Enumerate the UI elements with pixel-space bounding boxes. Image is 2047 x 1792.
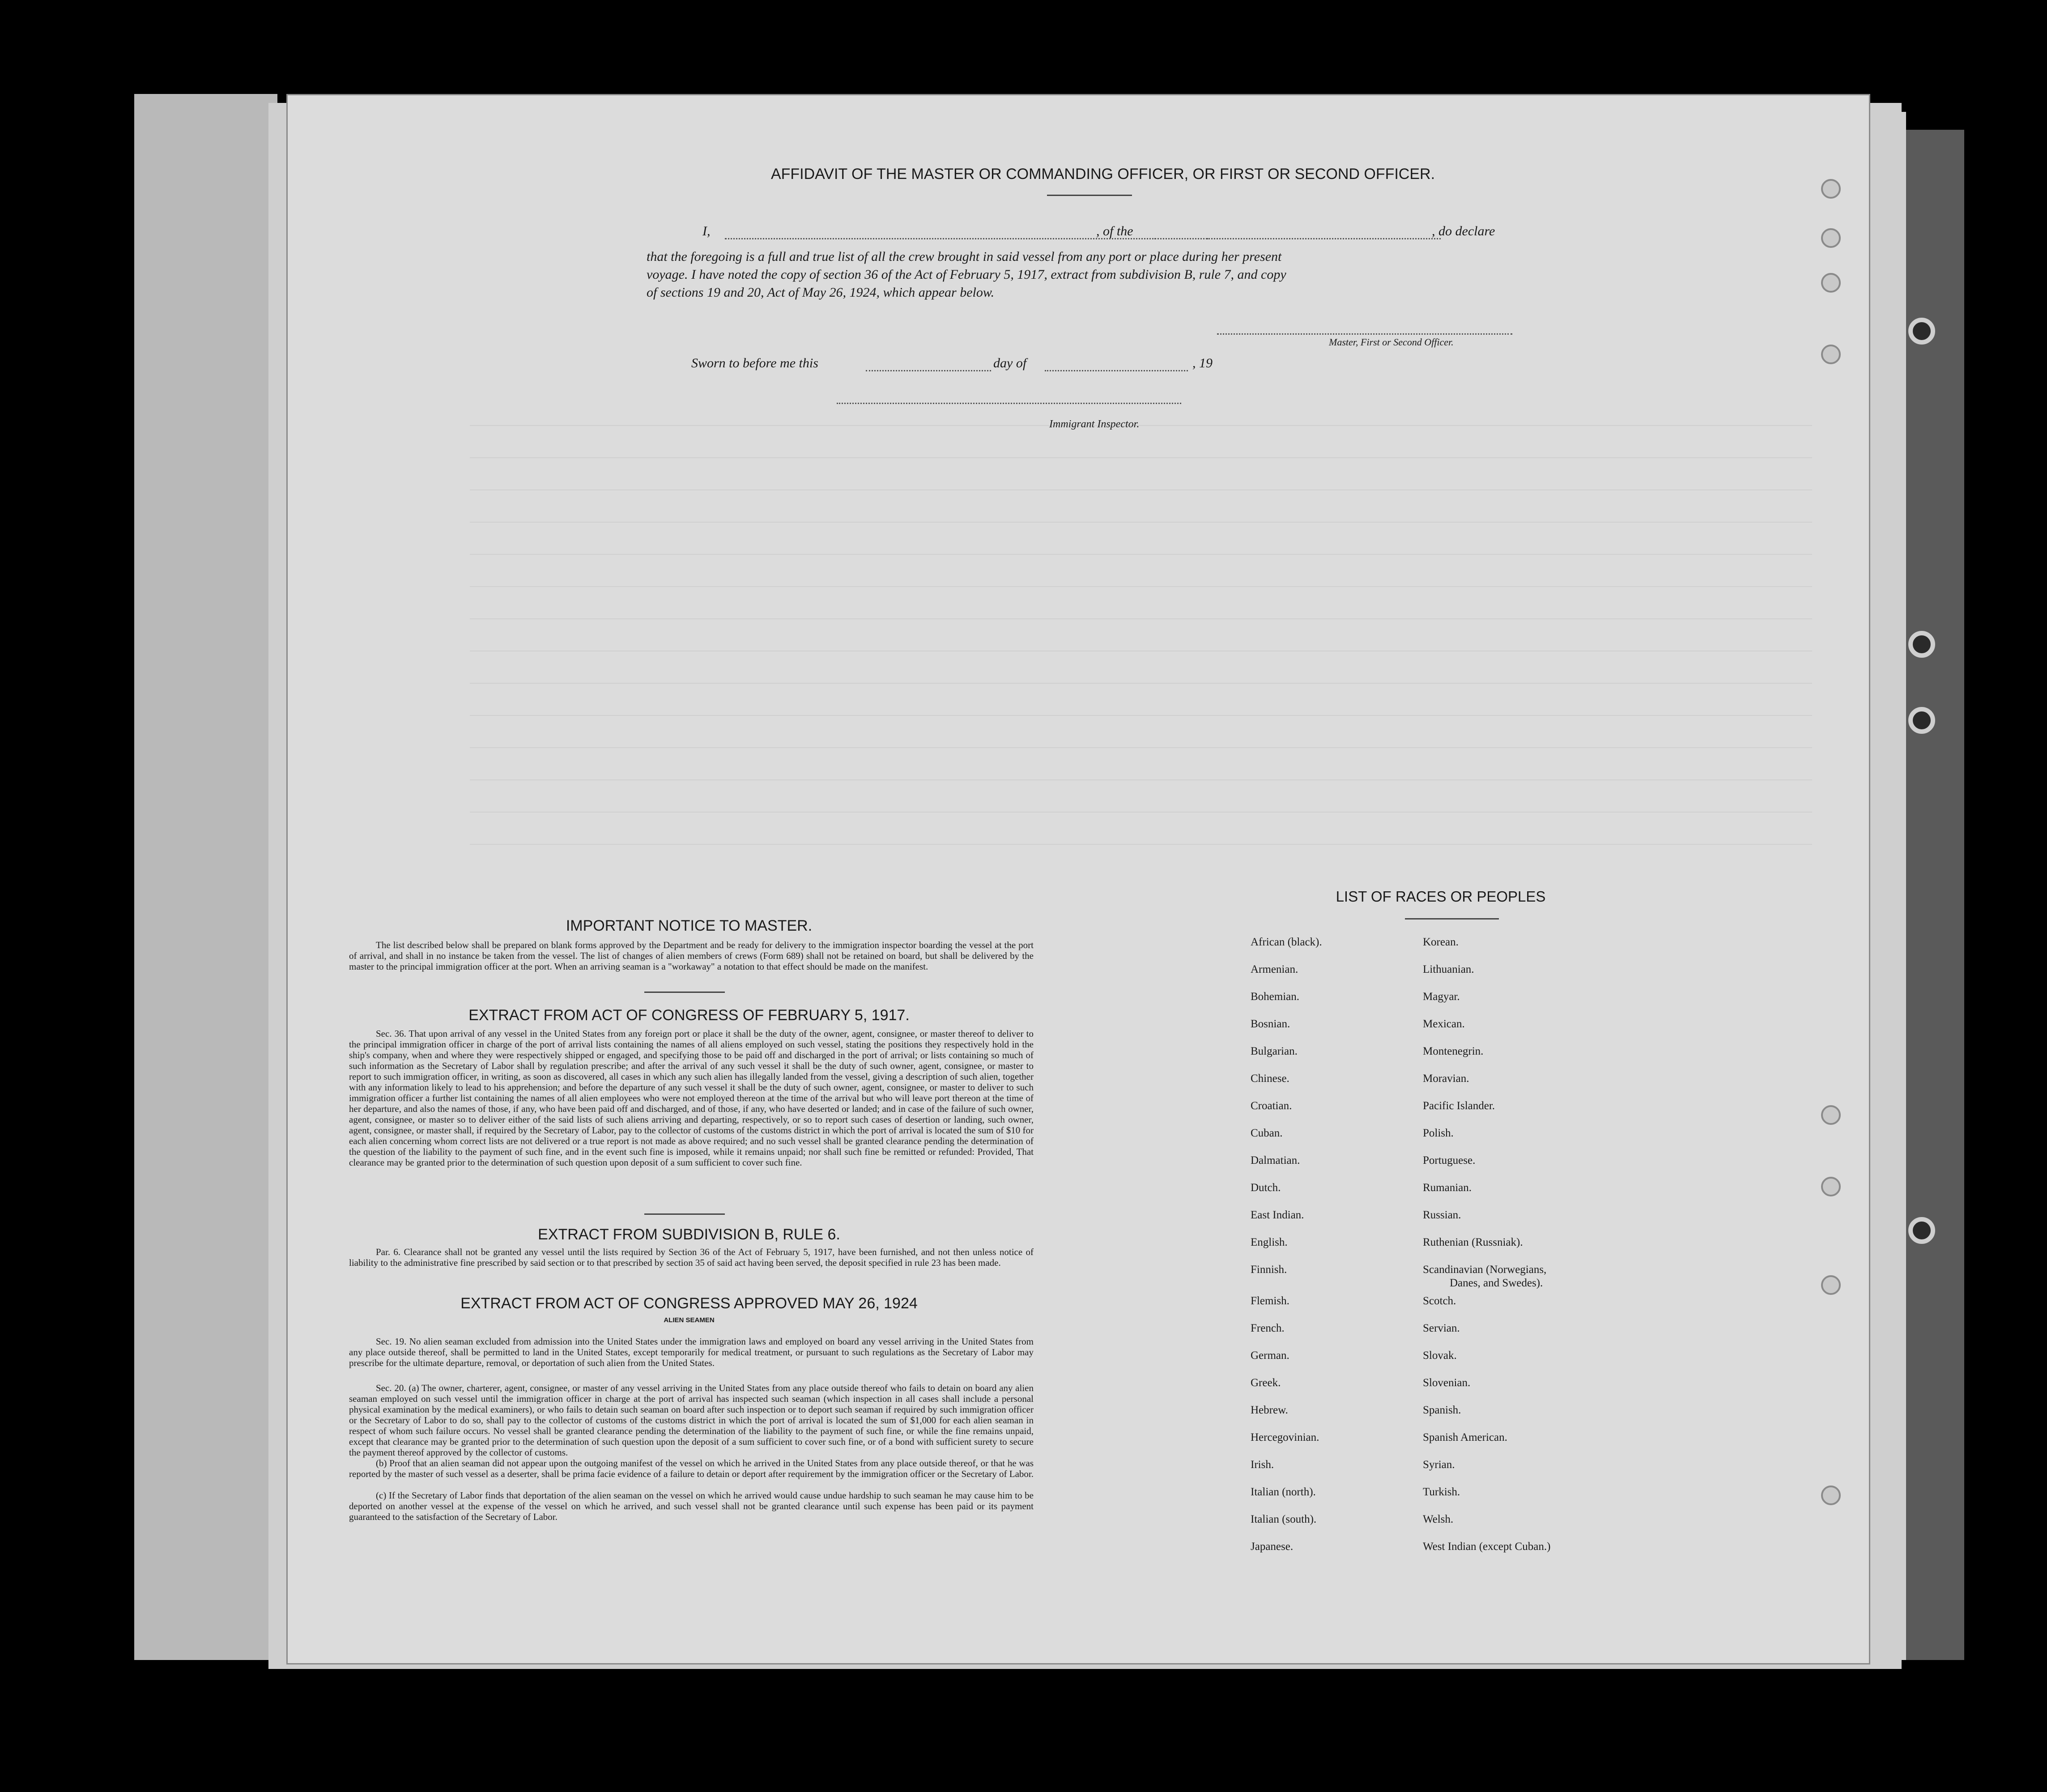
extract-1924-heading: EXTRACT FROM ACT OF CONGRESS APPROVED MAY 26, 1924 <box>460 1295 918 1312</box>
race-item: Chinese. <box>1251 1073 1289 1085</box>
race-item-continued: Danes, and Swedes). <box>1450 1277 1543 1289</box>
punch-hole-1 <box>1821 179 1841 199</box>
races-col-2 <box>1423 936 1700 1568</box>
affidavit-heading-rule <box>1047 195 1132 196</box>
race-item: Syrian. <box>1423 1459 1455 1471</box>
race-item: Dutch. <box>1251 1182 1281 1194</box>
back-sheet-left <box>134 94 277 1660</box>
race-item: Irish. <box>1251 1459 1274 1471</box>
race-item: English. <box>1251 1236 1288 1248</box>
race-item: East Indian. <box>1251 1209 1304 1221</box>
vessel-blank[interactable] <box>1154 238 1441 239</box>
extract-rule6-heading: EXTRACT FROM SUBDIVISION B, RULE 6. <box>538 1226 840 1243</box>
race-item: Spanish American. <box>1423 1431 1507 1443</box>
race-item: West Indian (except Cuban.) <box>1423 1541 1551 1553</box>
race-item: Moravian. <box>1423 1073 1469 1085</box>
race-item: Finnish. <box>1251 1264 1287 1276</box>
race-item: Pacific Islander. <box>1423 1100 1495 1112</box>
sworn-text: Sworn to before me this <box>691 356 818 370</box>
punch-hole-5 <box>1821 1105 1841 1125</box>
extract-1917-heading: EXTRACT FROM ACT OF CONGRESS OF FEBRUARY 5, 1917. <box>468 1007 910 1024</box>
race-item: Slovenian. <box>1423 1377 1471 1389</box>
day-of-text: day of <box>993 356 1027 370</box>
race-item: Italian (south). <box>1251 1513 1317 1525</box>
affidavit-i: I, <box>702 224 711 238</box>
sworn-day-blank[interactable] <box>866 370 991 371</box>
binder-ring-3 <box>1908 707 1935 734</box>
punch-hole-6 <box>1821 1177 1841 1196</box>
race-item: Scotch. <box>1423 1295 1456 1307</box>
race-item: German. <box>1251 1349 1289 1362</box>
race-item: Turkish. <box>1423 1486 1460 1498</box>
race-item: Ruthenian (Russniak). <box>1423 1236 1523 1248</box>
extract-1924-sec20a: Sec. 20. (a) The owner, charterer, agent, consignee, or master of any vessel arriving in the United States from any place outside thereof who fails to detain on board any alien seaman employed on such vessel until the immigration officer in charge at the port of arrival has inspected such seaman (which inspection in all cases shall include a personal physical examination by the medical examiners), or who fails to detain such seaman on board after such inspection or to deport such seaman if required by such immigration officer or the Secretary of Labor to do so, shall pay to the collector of customs of the customs district in which the port of arrival is located the sum of $1,000 for each alien seaman in respect of whom such failure occurs. No vessel shall be granted clearance pending the determination of the liability to the payment of such fine, or while the fine remains unpaid, except that clearance may be granted prior to the determination of such question upon the deposit of a sum sufficient to cover such fine, or of a bond with sufficient surety to secure the payment thereof approved by the collector of customs. <box>349 1383 1034 1458</box>
race-item: Italian (north). <box>1251 1486 1316 1498</box>
race-item: Bohemian. <box>1251 991 1300 1003</box>
race-item: Montenegrin. <box>1423 1045 1484 1057</box>
name-blank[interactable] <box>725 238 1208 239</box>
race-item: Flemish. <box>1251 1295 1289 1307</box>
race-item: Armenian. <box>1251 963 1298 975</box>
binder-ring-4 <box>1908 1217 1935 1244</box>
race-item: Lithuanian. <box>1423 963 1474 975</box>
punch-hole-4 <box>1821 345 1841 364</box>
race-item: Scandinavian (Norwegians, <box>1423 1264 1547 1276</box>
race-item: Servian. <box>1423 1322 1460 1334</box>
race-item: Bulgarian. <box>1251 1045 1298 1057</box>
year-text: , 19 <box>1192 356 1213 370</box>
race-item: Hercegovinian. <box>1251 1431 1319 1443</box>
extract-1917-rule <box>644 1213 725 1215</box>
signature-label: Master, First or Second Officer. <box>1329 336 1454 348</box>
extract-rule6-body: Par. 6. Clearance shall not be granted any vessel until the lists required by Section 36 of the Act of February 5, 1917, have been furnished, and not then unless notice of liability to the administrative fine prescribed by said section or to that prescribed by section 35 of said act having been served, the deposit specified in rule 23 has been made. <box>349 1247 1034 1268</box>
affidavit-of-the: , of the <box>1096 224 1133 238</box>
race-item: Portuguese. <box>1423 1154 1476 1166</box>
race-item-scandinavian <box>1423 1264 1700 1295</box>
punch-hole-3 <box>1821 273 1841 293</box>
punch-hole-2 <box>1821 228 1841 248</box>
race-item: African (black). <box>1251 936 1322 948</box>
extract-1924-sec20b: (b) Proof that an alien seaman did not appear upon the outgoing manifest of the vessel on which he arrived in the United States from any place outside thereof, or that he was reported by the master of such vessel as a deserter, shall be prima facie evidence of a failure to detain or deport after requirement by the immigration officer or the Secretary of Labor. <box>349 1458 1034 1479</box>
race-item: Welsh. <box>1423 1513 1454 1525</box>
inspector-label: Immigrant Inspector. <box>1049 418 1140 430</box>
binder-strip <box>1897 130 1964 1660</box>
races-heading: LIST OF RACES OR PEOPLES <box>1336 888 1546 905</box>
signature-blank[interactable] <box>1217 333 1512 335</box>
extract-1924-sec19: Sec. 19. No alien seaman excluded from admission into the United States under the immigration laws and employed on board any vessel arriving in the United States from any place outside thereof, shall be permitted to land in the United States, except temporarily for medical treatment, or pursuant to such regulations as the Secretary of Labor may prescribe for the ultimate departure, removal, or deportation of such alien from the United States. <box>349 1336 1034 1368</box>
affidavit-heading: AFFIDAVIT OF THE MASTER OR COMMANDING OFFICER, OR FIRST OR SECOND OFFICER. <box>770 166 1435 183</box>
race-item: Hebrew. <box>1251 1404 1288 1416</box>
race-item: French. <box>1251 1322 1285 1334</box>
races-rule <box>1405 918 1499 919</box>
race-item: Slovak. <box>1423 1349 1457 1362</box>
bleed-through-ledger <box>470 425 1812 917</box>
race-item: Mexican. <box>1423 1018 1465 1030</box>
extract-1917-body: Sec. 36. That upon arrival of any vessel in the United States from any foreign port or place it shall be the duty of the owner, agent, consignee, or master thereof to deliver to the principal immigration officer in charge of the port of arrival lists containing the names of all aliens employed on such vessel, stating the positions they respectively hold in the ship's company, when and where they were respectively shipped or engaged, and specifying those to be paid off and discharged in the port of arrival; or lists containing so much of such information as the Secretary of Labor shall by regulation prescribe; and after the arrival of any such vessel it shall be the duty of such owner, agent, consignee, or master to report to such immigration officer, in writing, as soon as discovered, all cases in which any such alien has illegally landed from the vessel, giving a description of such alien, together with any information likely to lead to his apprehension; and before the departure of any such vessel it shall be the duty of such owner, agent, consignee, or master to deliver to such immigration officer a further list containing the names of all alien employees who were not employed thereon at the time of the arrival but who will leave port thereon at the time of her departure, and also the names of those, if any, who have been paid off and discharged, and of those, if any, who have deserted or landed; and in case of the failure of such owner, agent, consignee, or master so to deliver either of the said lists of such aliens arriving and departing, respectively, or so to report such cases of desertion or landing, such owner, agent, consignee, or master shall, if required by the Secretary of Labor, pay to the collector of customs of the customs district in which the port of arrival is located the sum of $10 for each alien concerning whom correct lists are not delivered or a true report is not made as above required; and no such vessel shall be granted clearance pending the determination of the question of the liability to the payment of such fine, and in the event such fine is imposed, while it remains unpaid; nor shall such fine be remitted or refunded: Provided, That clearance may be granted prior to the determination of such question upon deposit of a sum sufficient to cover such fine. <box>349 1028 1034 1168</box>
inspector-blank[interactable] <box>837 403 1181 404</box>
race-item: Polish. <box>1423 1127 1454 1139</box>
extract-1924-sec20c: (c) If the Secretary of Labor finds that deportation of the alien seaman on the vessel on which he arrived would cause undue hardship to such seaman he may cause him to be deported on another vessel at the expense of the vessel on which he arrived, and such vessel shall not be granted clearance until such expense has been paid or its payment guaranteed to the satisfaction of the Secretary of Labor. <box>349 1490 1034 1522</box>
race-item: Magyar. <box>1423 991 1460 1003</box>
race-item: Croatian. <box>1251 1100 1292 1112</box>
notice-heading: IMPORTANT NOTICE TO MASTER. <box>566 917 813 934</box>
race-item: Spanish. <box>1423 1404 1461 1416</box>
race-item: Russian. <box>1423 1209 1461 1221</box>
affidavit-declare: , do declare <box>1432 224 1495 238</box>
affidavit-line-1 <box>702 224 1521 242</box>
affidavit-line-2: that the foregoing is a full and true list of all the crew brought in said vessel from any port or place during her present <box>647 249 1282 264</box>
page-edge <box>1879 112 1906 1660</box>
sworn-month-blank[interactable] <box>1045 370 1188 371</box>
race-item: Korean. <box>1423 936 1459 948</box>
race-item: Greek. <box>1251 1377 1281 1389</box>
punch-hole-8 <box>1821 1486 1841 1505</box>
race-item: Bosnian. <box>1251 1018 1290 1030</box>
notice-body: The list described below shall be prepared on blank forms approved by the Department and be ready for delivery to the immigration inspector boarding the vessel at the port of arrival, and shall in no instance be taken from the vessel. The list of changes of alien members of crews (Form 689) shall not be retained on board, but shall be delivered by the master to the principal immigration officer at the port. When an arriving seaman is a "workaway" a notation to that effect should be made on the manifest. <box>349 940 1034 972</box>
race-item: Japanese. <box>1251 1541 1294 1553</box>
sworn-line <box>691 356 1273 374</box>
race-item: Dalmatian. <box>1251 1154 1300 1166</box>
binder-ring-1 <box>1908 318 1935 345</box>
race-item: Rumanian. <box>1423 1182 1472 1194</box>
punch-hole-7 <box>1821 1275 1841 1295</box>
extract-1924-subheading: ALIEN SEAMEN <box>664 1316 715 1324</box>
affidavit-line-4: of sections 19 and 20, Act of May 26, 1924, which appear below. <box>647 285 995 300</box>
binder-ring-2 <box>1908 631 1935 658</box>
race-item: Cuban. <box>1251 1127 1283 1139</box>
notice-rule <box>644 992 725 993</box>
affidavit-line-3: voyage. I have noted the copy of section 36 of the Act of February 5, 1917, extract from subdivision B, rule 7, and copy <box>647 267 1286 282</box>
